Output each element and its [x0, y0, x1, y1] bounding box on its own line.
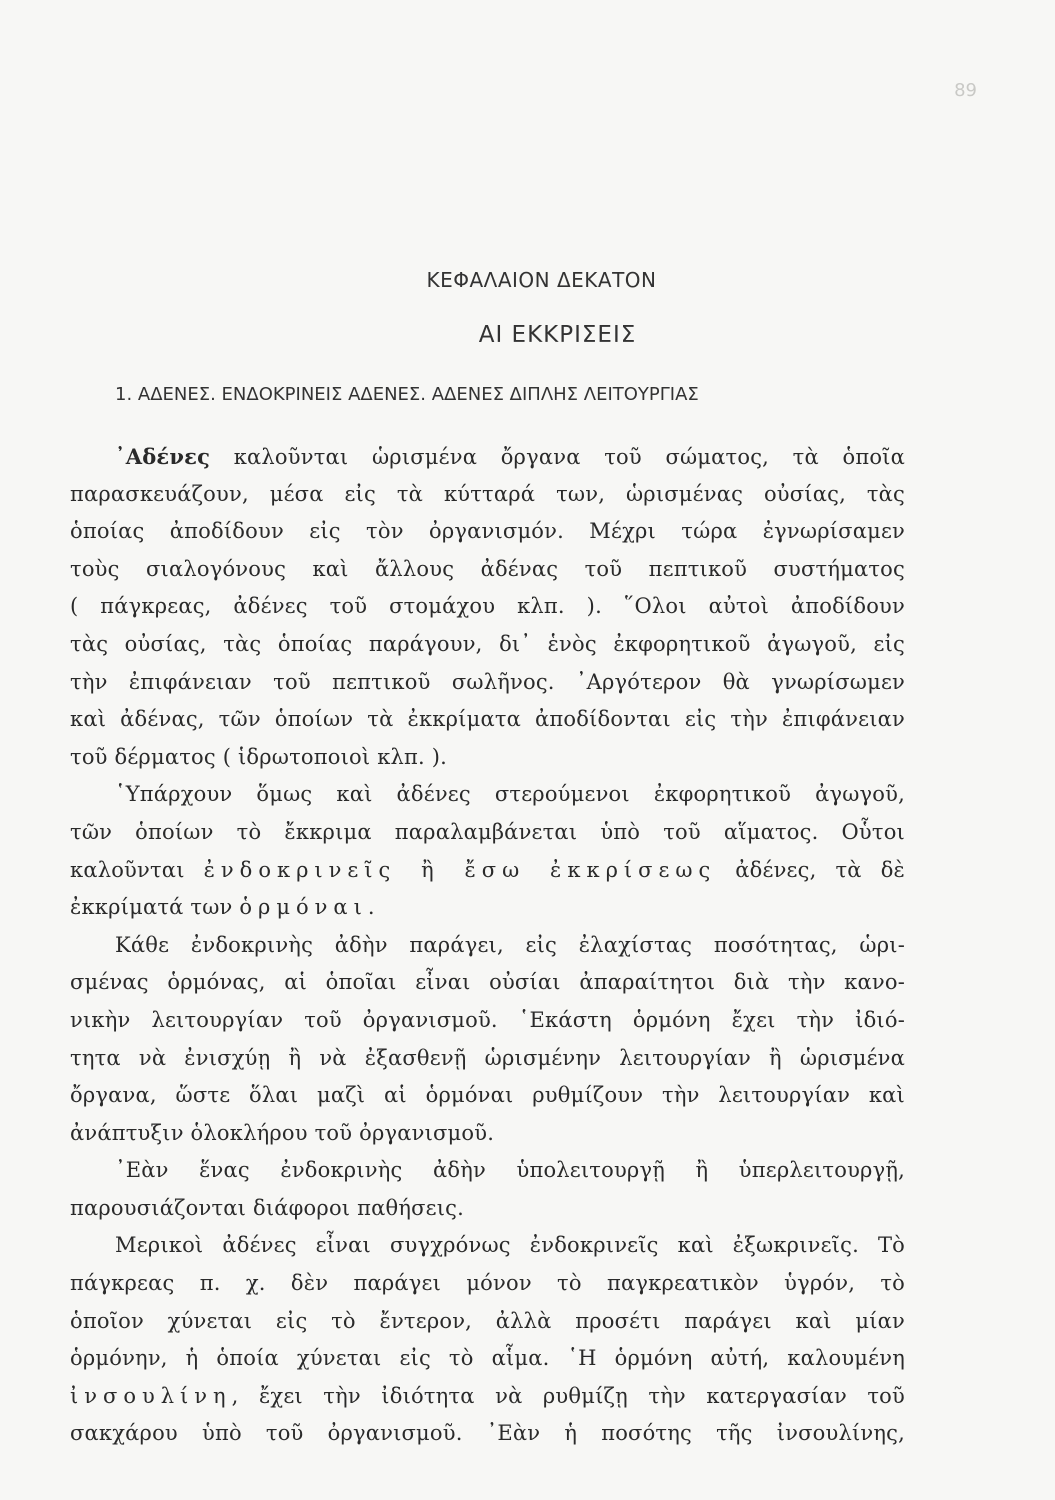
spaced-term: ἐνδοκρινεῖς ἢ ἔσω ἐκκρίσεως	[203, 857, 717, 882]
text-line: ᾿Αδένες καλοῦνται ὡρισμένα ὄργανα τοῦ σώματος, τὰ ὁποῖα	[115, 444, 905, 469]
text-line: τὴν ἐπιφάνειαν τοῦ πεπτικοῦ σωλῆνος. ᾿Αργότερον θὰ γνωρίσωμεν	[70, 669, 905, 694]
text-line: ὁποῖον χύνεται εἰς τὸ ἔντερον, ἀλλὰ προσέτι παράγει καὶ μίαν	[70, 1308, 905, 1333]
text-line: ῾Υπάρχουν ὅμως καὶ ἀδένες στερούμενοι ἐκφορητικοῦ ἀγωγοῦ,	[115, 782, 905, 807]
text-line: ἀνάπτυξιν ὁλοκλήρου τοῦ ὀργανισμοῦ.	[70, 1120, 495, 1145]
chapter-subtitle: ΑΙ ΕΚΚΡΙΣΕΙΣ	[478, 322, 637, 348]
chapter-title: ΚΕΦΑΛΑΙΟΝ ΔΕΚΑΤΟΝ	[426, 268, 657, 292]
text-line: σμένας ὁρμόνας, αἱ ὁποῖαι εἶναι οὐσίαι ἀπαραίτητοι διὰ τὴν κανο-	[70, 970, 905, 995]
text-line: καλοῦνται ἐνδοκρινεῖς ἢ ἔσω ἐκκρίσεως ἀδένες, τὰ δὲ	[70, 857, 906, 882]
text-line: ὁρμόνην, ἡ ὁποία χύνεται εἰς τὸ αἷμα. ῾Η ὁρμόνη αὐτή, καλουμένη	[70, 1346, 905, 1371]
text-line: τοὺς σιαλογόνους καὶ ἄλλους ἀδένας τοῦ πεπτικοῦ συστήματος	[70, 556, 905, 581]
text-line: ἐκκρίματά των ὁρμόναι.	[70, 895, 381, 920]
text-line: ὄργανα, ὥστε ὅλαι μαζὶ αἱ ὁρμόναι ρυθμίζουν τὴν λειτουργίαν καὶ	[70, 1083, 905, 1108]
body-text	[70, 438, 905, 1453]
text-line: τὰς οὐσίας, τὰς ὁποίας παράγουν, δι᾿ ἑνὸς ἐκφορητικοῦ ἀγωγοῦ, εἰς	[70, 631, 905, 656]
section-heading: 1. ΑΔΕΝΕΣ. ΕΝΔΟΚΡΙΝΕΙΣ ΑΔΕΝΕΣ. ΑΔΕΝΕΣ ΔΙΠΛΗΣ ΛΕΙΤΟΥΡΓΙΑΣ	[115, 384, 699, 405]
text-line: σακχάρου ὑπὸ τοῦ ὀργανισμοῦ. ᾿Εὰν ἡ ποσότης τῆς ἰνσουλίνης,	[70, 1421, 905, 1446]
term-bold: ᾿Αδένες	[115, 444, 211, 469]
text-line: ( πάγκρεας, ἀδένες τοῦ στομάχου κλπ. ). ῞Ολοι αὐτοὶ ἀποδίδουν	[70, 594, 905, 619]
spaced-term: ὁρμόναι.	[239, 895, 381, 920]
text-line: παρασκευάζουν, μέσα εἰς τὰ κύτταρά των, ὡρισμένας οὐσίας, τὰς	[70, 481, 905, 506]
text-line: Κάθε ἐνδοκρινὴς ἀδὴν παράγει, εἰς ἐλαχίστας ποσότητας, ὡρι-	[115, 932, 905, 957]
text-line: νικὴν λειτουργίαν τοῦ ὀργανισμοῦ. ῾Εκάστη ὁρμόνη ἔχει τὴν ἰδιό-	[70, 1007, 905, 1032]
text-line: τοῦ δέρματος ( ἱδρωτοποιοὶ κλπ. ).	[70, 744, 448, 769]
text-line: Μερικοὶ ἀδένες εἶναι συγχρόνως ἐνδοκρινεῖς καὶ ἐξωκρινεῖς. Τὸ	[115, 1233, 905, 1258]
text-line: πάγκρεας π. χ. δὲν παράγει μόνον τὸ παγκρεατικὸν ὑγρόν, τὸ	[70, 1271, 905, 1296]
spaced-term: ἰνσουλίνη	[70, 1383, 232, 1408]
text-line: παρουσιάζονται διάφοροι παθήσεις.	[70, 1195, 464, 1220]
text-line: ᾿Εὰν ἕνας ἐνδοκρινὴς ἀδὴν ὑπολειτουργῇ ἢ ὑπερλειτουργῇ,	[115, 1158, 905, 1183]
text-line: ὁποίας ἀποδίδουν εἰς τὸν ὀργανισμόν. Μέχρι τώρα ἐγνωρίσαμεν	[70, 519, 905, 544]
page-number: 89	[954, 80, 977, 101]
text-line: καὶ ἀδένας, τῶν ὁποίων τὰ ἐκκρίματα ἀποδίδονται εἰς τὴν ἐπιφάνειαν	[70, 707, 905, 732]
text-line: τητα νὰ ἐνισχύῃ ἢ νὰ ἐξασθενῇ ὡρισμένην λειτουργίαν ἢ ὡρισμένα	[70, 1045, 905, 1070]
text-line: τῶν ὁποίων τὸ ἔκκριμα παραλαμβάνεται ὑπὸ τοῦ αἵματος. Οὗτοι	[70, 819, 905, 844]
text-line: ἰνσουλίνη, ἔχει τὴν ἰδιότητα νὰ ρυθμίζῃ τὴν κατεργασίαν τοῦ	[70, 1383, 905, 1408]
